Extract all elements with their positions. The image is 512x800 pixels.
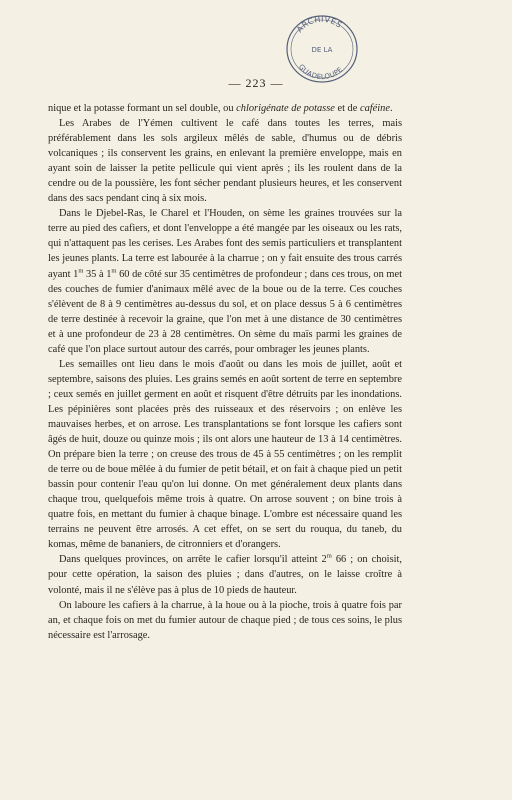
archives-stamp [285,12,359,86]
paragraph-3: Dans le Djebel-Ras, le Charel et l'Houden, on sème les graines trouvées sur la terre au pied des cafiers, et dont l'enveloppe a été mangée par les oiseaux ou les rats, qui n'attaquent pas les cerises. Les Arabes font des semis particuliers et transplantent les jeunes plants. La terre est labourée à la charrue ; on y fait ensuite des trous carrés ayant 1$^m$ 35 à 1$^m$ 60 de côté sur 35 centimètres de profondeur ; dans ces trous, on met des couches de fumier d'animaux mêlé avec de la boue ou de la terre. Ces couches s'élèvent de 8 à 9 centimètres au-dessus du sol, et on place dessus 5 à 6 centimètres de terre destinée à recevoir la graine, que l'on met à une distance de 30 centimètres et à une profondeur de 23 à 28 centimètres. On sème du maïs parmi les graines de café que l'on place surtout autour des carrés, pour ombrager les jeunes plants. [48,208,402,355]
page-number: — 223 — [228,76,284,90]
stamp-text-bottom: GUADELOUPE [296,62,345,82]
stamp-text-top: ARCHIVES [295,14,344,35]
paragraph-5: Dans quelques provinces, on arrête le cafier lorsqu'il atteint 2$^m$ 66 ; on choisit, pour cette opération, la saison des pluies ; dans d'autres, on le laisse croître à volonté, mais il ne s'élève pas à plus de 10 pieds de hauteur. [48,552,402,596]
paragraph-4: Les semailles ont lieu dans le mois d'août ou dans les mois de juillet, août et septembre, saisons des pluies. Les grains semés en août sortent de terre en septembre ; ceux semés en juillet germent en août et risquent d'être détruits par les inondations. Les pépinières sont placées près des ruisseaux et des réservoirs ; on enlève les mauvaises herbes, et on arrose. Les transplantations se font lorsque les cafiers sont âgés de huit, douze ou quinze mois ; ils ont alors une hauteur de 13 à 14 centimètres. On prépare bien la terre ; on creuse des trous de 45 à 55 centimètres ; on les remplit de terre ou de boue mêlée à du fumier de petit bétail, et on fait à chaque pied un petit bassin pour contenir l'eau qu'on lui donne. On met généralement deux plants dans chaque trou, quelquefois même trois à quatre. On arrose souvent ; on bine trois à quatre fois, en mettant du fumier à chaque binage. L'ombre est nécessaire quand les terrains ne peuvent être arrosés. A cet effet, on se sert du rouqua, du taneb, du komas, même de bananiers, de citronniers et d'orangers. [48,358,402,551]
paragraph-1: nique et la potasse formant un sel double, ou chlorigénate de potasse et de caféine. [48,103,393,114]
stamp-text-middle: DE LA [311,46,333,54]
paragraph-6: On laboure les cafiers à la charrue, à la houe ou à la pioche, trois à quatre fois par an, et chaque fois on met du fumier autour de chaque pied ; de tous ces soins, le plus nécessaire est l'arrosage. [48,599,402,641]
document-body [48,101,402,643]
paragraph-2: Les Arabes de l'Yémen cultivent le café dans toutes les terres, mais préférablement dans les sols argileux mêlés de sable, d'humus ou de débris volcaniques ; ils conservent les grains, en enlevant la première enveloppe, mais en ayant soin de laisser la petite pellicule qui vient après ; ils les roulent dans de la cendre ou de la poussière, les font sécher pendant plusieurs heures, et les conservent dans des sacs pendant cinq à six mois. [48,118,402,205]
